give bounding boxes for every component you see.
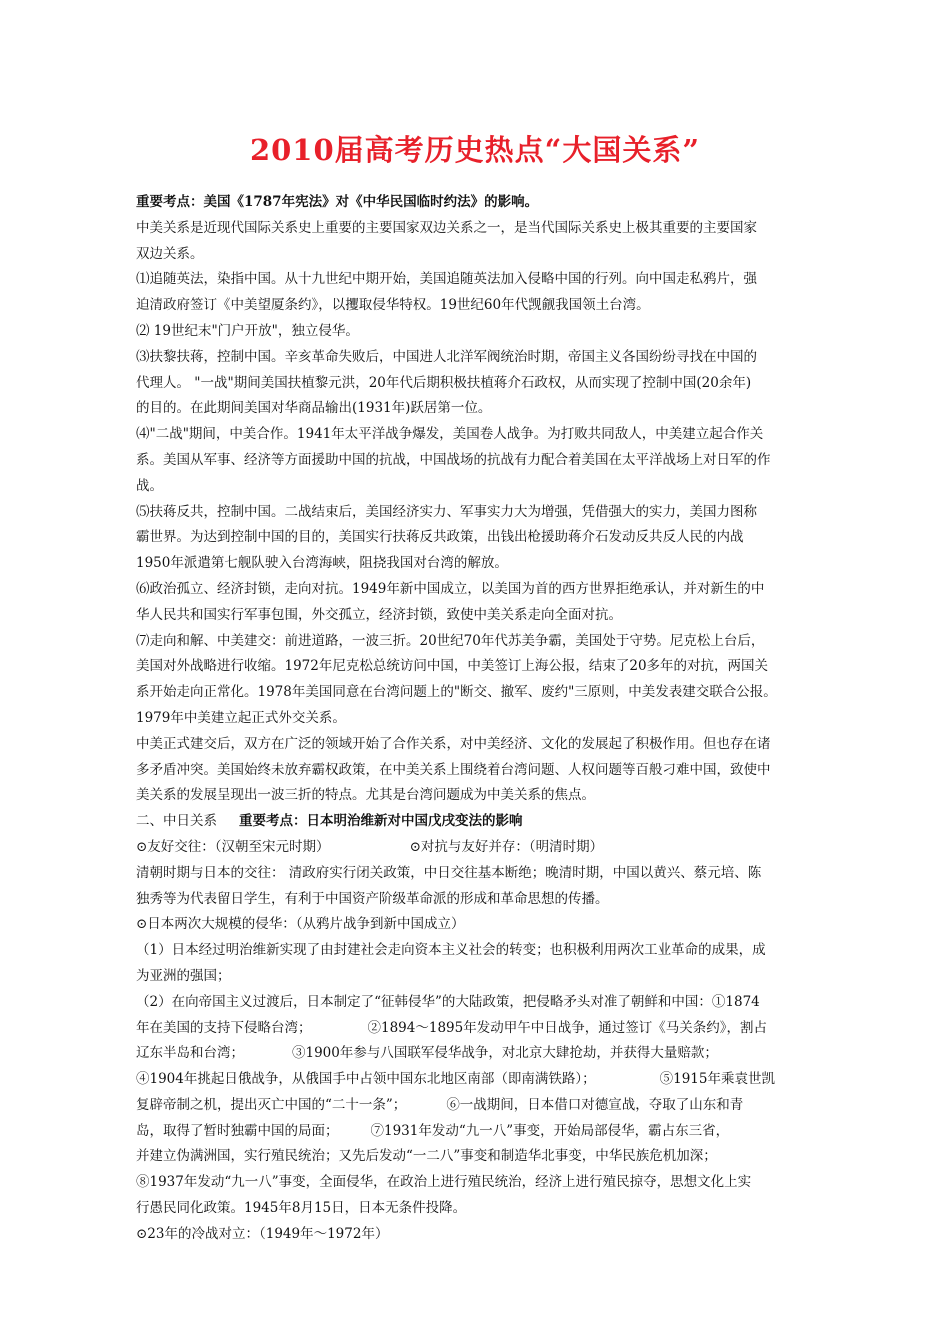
text-line [136,1016,822,1042]
line-text: 代理人。 "一战"期间美国扶植黎元洪，20年代后期积极扶植蒋介石政权，从而实现了控制中国(20余年) [136,374,752,391]
text-line [136,1196,822,1222]
text-line [136,396,822,422]
text-line [136,190,822,216]
line-text: ⑧1937年发动“九一八”事变，全面侵华，在政治上进行殖民统治，经济上进行殖民掠夺，思想文化上实 [136,1174,752,1191]
text-line [136,1144,822,1170]
line-text: ⊙日本两次大规模的侵华：（从鸦片战争到新中国成立） [136,916,465,933]
text-line [136,732,822,758]
line-text: 为亚洲的强国； [136,967,231,984]
line-text: 战。 [136,477,163,494]
line-text: （2）在向帝国主义过渡后，日本制定了“征韩侵华”的大陆政策，把侵略矛头对准了朝鲜和中国：①1874 [136,993,760,1010]
text-line [136,990,822,1016]
line-text-continued: ⑤1915年乘袁世凯 [659,1071,775,1088]
text-line [136,1119,822,1145]
line-text: 1950年派遣第七舰队驶入台湾海峡，阻挠我国对台湾的解放。 [136,555,508,572]
text-line [136,1222,822,1248]
text-line [136,577,822,603]
text-line [136,448,822,474]
line-text: ⑶扶黎扶蒋，控制中国。辛亥革命失败后，中国进人北洋军阀统治时期，帝国主义各国纷纷寻找在中国的 [136,348,757,365]
line-text: ⑷"二战"期间，中美合作。1941年太平洋战争爆发，美国卷人战争。为打败共同敌人，中美建立起合作关 [136,426,764,443]
line-text-continued: ⑥一战期间，日本借口对德宣战，夺取了山东和青 [446,1096,744,1113]
line-text: 二、中日关系 [136,813,217,830]
line-text: 独秀等为代表留日学生，有利于中国资产阶级革命派的形成和革命思想的传播。 [136,890,609,907]
text-line [136,603,822,629]
text-line [136,1170,822,1196]
text-line [136,551,822,577]
text-line [136,861,822,887]
text-line [136,500,822,526]
line-text: 年在美国的支持下侵略台湾； [136,1019,312,1036]
line-text: 重要考点：美国《1787年宪法》对《中华民国临时约法》的影响。 [136,194,539,210]
line-text-continued: ②1894～1895年发动甲午中日战争，通过签订《马关条约》，割占 [367,1019,767,1036]
text-line [136,525,822,551]
line-text: 美国对外战略进行收缩。1972年尼克松总统访问中国，中美签订上海公报，结束了20多年的对抗，两国关 [136,658,769,675]
line-text: 系开始走向正常化。1978年美国同意在台湾问题上的"断交、撤军、废约"三原则，中美发表建交联合公报。 [136,684,777,701]
line-text: 美关系的发展呈现出一波三折的特点。尤其是台湾问题成为中美关系的焦点。 [136,787,595,804]
line-text: ⊙友好交往：（汉朝至宋元时期） [136,838,330,855]
line-text-continued: ⑦1931年发动“九一八”事变，开始局部侵华，霸占东三省， [370,1122,730,1139]
text-line [136,293,822,319]
line-text: 系。美国从军事、经济等方面援助中国的抗战，中国战场的抗战有力配合着美国在太平洋战场上对日军的作 [136,451,771,468]
line-text: （1）日本经过明治维新实现了由封建社会走向资本主义社会的转变；也积极利用两次工业革命的成果，成 [136,942,766,959]
line-text-continued: ⊙对抗与友好并存：（明清时期） [409,838,604,855]
line-text: 并建立伪满洲国，实行殖民统治；又先后发动“一二八”事变和制造华北事变，中华民族危机加深； [136,1148,717,1165]
text-line [136,706,822,732]
line-text: ⊙23年的冷战对立：（1949年～1972年） [136,1225,389,1242]
line-text: 清朝时期与日本的交往： 清政府实行闭关政策，中日交往基本断绝；晚清时期，中国以黄兴、蔡元培、陈 [136,864,762,881]
key-point-text: 重要考点：日本明治维新对中国戊戌变法的影响 [239,813,523,830]
line-text: 行愚民同化政策。1945年8月15日，日本无条件投降。 [136,1200,467,1217]
line-text: ④1904年挑起日俄战争，从俄国手中占领中国东北地区南部（即南满铁路）； [136,1071,596,1088]
line-text: 1979年中美建立起正式外交关系。 [136,709,346,726]
text-line [136,758,822,784]
document-title: 2010届高考历史热点“大国关系” [249,133,701,167]
text-line [136,474,822,500]
text-line [136,1067,822,1093]
line-text: 中美正式建交后，双方在广泛的领域开始了合作关系，对中美经济、文化的发展起了积极作用。但也存在诸 [136,735,771,752]
line-text: ⑴追随英法，染指中国。从十九世纪中期开始，美国追随英法加入侵略中国的行列。向中国走私鸦片，强 [136,271,757,288]
line-text: 中美关系是近现代国际关系史上重要的主要国家双边关系之一，是当代国际关系史上极其重要的主要国家 [136,219,757,236]
text-line [136,809,822,835]
line-text: ⑵ 19世纪末"门户开放"，独立侵华。 [136,322,359,339]
text-line [136,629,822,655]
line-text: 迫清政府签订《中美望厦条约》，以攫取侵华特权。19世纪60年代觊觎我国领土台湾。 [136,297,650,314]
text-line [136,680,822,706]
text-line [136,964,822,990]
text-line [136,216,822,242]
text-line [136,267,822,293]
line-text-continued: ③1900年参与八国联军侵华战争，对北京大肆抢劫，并获得大量赔款； [292,1045,718,1062]
line-text: 的目的。在此期间美国对华商品输出(1931年)跃居第一位。 [136,400,492,417]
line-text: ⑹政治孤立、经济封锁，走向对抗。1949年新中国成立，以美国为首的西方世界拒绝承认，并对新生的中 [136,580,765,597]
line-text: 复辟帝制之机，提出灭亡中国的“二十一条”； [136,1096,407,1113]
document-body [136,190,822,1248]
line-text: ⑸扶蒋反共，控制中国。二战结束后，美国经济实力、军事实力大为增强，凭借强大的实力，美国力图称 [136,503,757,520]
text-line [136,371,822,397]
text-line [136,242,822,268]
line-text: 辽东半岛和台湾； [136,1045,244,1062]
line-text: 多矛盾冲突。美国始终未放弃霸权政策，在中美关系上围绕着台湾问题、人权问题等百般刁难中国，致使中 [136,761,771,778]
text-line [136,887,822,913]
text-line [136,912,822,938]
text-line [136,345,822,371]
text-line [136,938,822,964]
line-text: 岛，取得了暂时独霸中国的局面； [136,1122,339,1139]
line-text: ⑺走向和解、中美建交：前进道路，一波三折。20世纪70年代苏美争霸，美国处于守势。尼克松上台后， [136,632,765,649]
line-text: 华人民共和国实行军事包围，外交孤立，经济封锁，致使中美关系走向全面对抗。 [136,606,622,623]
text-line [136,654,822,680]
text-line [136,1041,822,1067]
line-text: 双边关系。 [136,245,204,262]
text-line [136,422,822,448]
line-text: 霸世界。为达到控制中国的目的，美国实行扶蒋反共政策，出钱出枪援助蒋介石发动反共反人民的内战 [136,529,744,546]
text-line [136,1093,822,1119]
text-line [136,319,822,345]
text-line [136,835,822,861]
text-line [136,783,822,809]
